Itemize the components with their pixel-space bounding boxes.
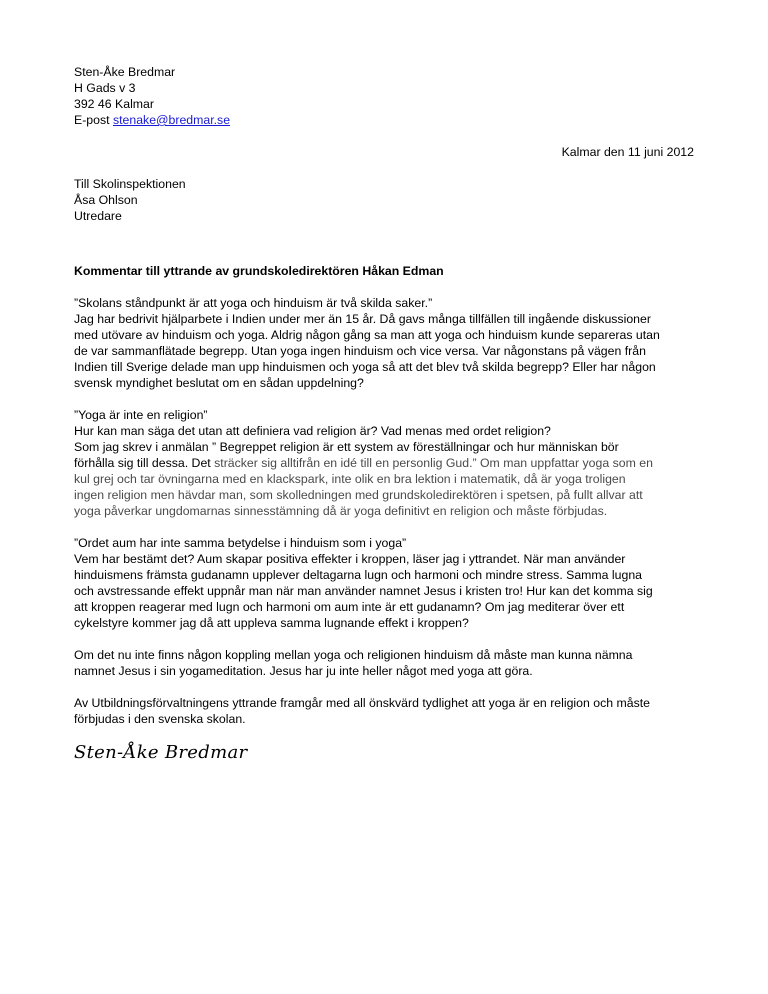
signature: Sten-Åke Bredmar: [74, 742, 248, 763]
paragraph-line: svensk myndighet beslutat om en sådan uppdelning?: [74, 376, 364, 390]
recipient-name: Åsa Ohlson: [74, 193, 138, 207]
email-label: E-post: [74, 113, 113, 127]
paragraph-line: Som jag skrev i anmälan ” Begreppet religion är ett system av föreställningar och hur människan bör: [74, 440, 619, 454]
paragraph-line: ingen religion men hävdar man, som skolledningen med grundskoledirektören i spetsen, på fullt allvar att: [74, 488, 643, 502]
section-jesus: [74, 647, 694, 679]
paragraph-line: Jag har bedrivit hjälparbete i Indien under mer än 15 år. Då gavs många tillfällen till ingående diskussioner: [74, 312, 651, 326]
paragraph-line: Indien till Sverige delade man upp hinduismen och yoga så att det blev två skilda begrepp? Eller har någon: [74, 360, 656, 374]
section-quote: ”Yoga är inte en religion”: [74, 408, 208, 422]
paragraph-line: Av Utbildningsförvaltningens yttrande framgår med all önskvärd tydlighet att yoga är en religion och måste: [74, 696, 650, 710]
paragraph-line: förbjudas i den svenska skolan.: [74, 712, 246, 726]
section-aum: [74, 535, 694, 631]
email-link[interactable]: stenake@bredmar.se: [112, 113, 231, 127]
sender-block: [74, 64, 694, 128]
paragraph-line: cykelstyre kommer jag då att uppleva samma lugnande effekt i kroppen?: [74, 616, 469, 630]
recipient-block: [74, 176, 694, 224]
sender-email-line: [74, 112, 694, 128]
paragraph-line: namnet Jesus i sin yogameditation. Jesus har ju inte heller något med yoga att göra.: [74, 664, 533, 678]
paragraph-line: Hur kan man säga det utan att definiera vad religion är? Vad menas med ordet religion?: [74, 424, 551, 438]
paragraph-line: och avstressande effekt uppnår man när man använder namnet Jesus i kristen tro! Hur kan det komma sig: [74, 584, 653, 598]
paragraph-line: kul grej och tar övningarna med en klackspark, inte olik en bra lektion i matematik, då är yoga troligen: [74, 472, 626, 486]
sender-address-line-2: 392 46 Kalmar: [74, 97, 154, 111]
recipient-title: Utredare: [74, 209, 122, 223]
section-conclusion: [74, 695, 694, 727]
sender-address-line-1: H Gads v 3: [74, 81, 136, 95]
letter-page: [74, 64, 694, 765]
recipient-org: Till Skolinspektionen: [74, 177, 186, 191]
section-yoga-hinduism: [74, 295, 694, 391]
section-quote: ”Ordet aum har inte samma betydelse i hinduism som i yoga”: [74, 536, 407, 550]
sender-name: Sten-Åke Bredmar: [74, 65, 176, 79]
paragraph-fragment: förhålla sig till dessa. Det: [74, 456, 215, 470]
paragraph-line: hinduismens främsta gudanamn upplever deltagarna lugn och harmoni och mindre stress. Samma lugna: [74, 568, 643, 582]
letter-heading: Kommentar till yttrande av grundskoledirektören Håkan Edman: [74, 264, 444, 278]
paragraph-line: Om det nu inte finns någon koppling mellan yoga och religionen hinduism då måste man kunna nämna: [74, 648, 633, 662]
section-quote: ”Skolans ståndpunkt är att yoga och hinduism är två skilda saker.”: [74, 296, 433, 310]
paragraph-line: de var sammanflätade begrepp. Utan yoga ingen hinduism och vice versa. Var någonstans på vägen från: [74, 344, 646, 358]
paragraph-line: med utövare av hinduism och yoga. Aldrig någon gång sa man att yoga och hinduism kunde separeras utan: [74, 328, 660, 342]
paragraph-line: yoga påverkar ungdomarnas sinnesstämning då är yoga definitivt en religion och måste förbjudas.: [74, 504, 608, 518]
paragraph-line: Vem har bestämt det? Aum skapar positiva effekter i kroppen, läser jag i yttrandet. När man använder: [74, 552, 626, 566]
section-yoga-religion: [74, 407, 694, 519]
paragraph-line: [74, 455, 694, 471]
paragraph-line: att kroppen reagerar med lugn och harmoni om aum inte är ett gudanamn? Om jag mediterar över ett: [74, 600, 625, 614]
date-line: Kalmar den 11 juni 2012: [561, 145, 694, 159]
paragraph-fragment-grey: sträcker sig alltifrån en idé till en personlig Gud.” Om man uppfattar yoga som en: [214, 456, 653, 470]
